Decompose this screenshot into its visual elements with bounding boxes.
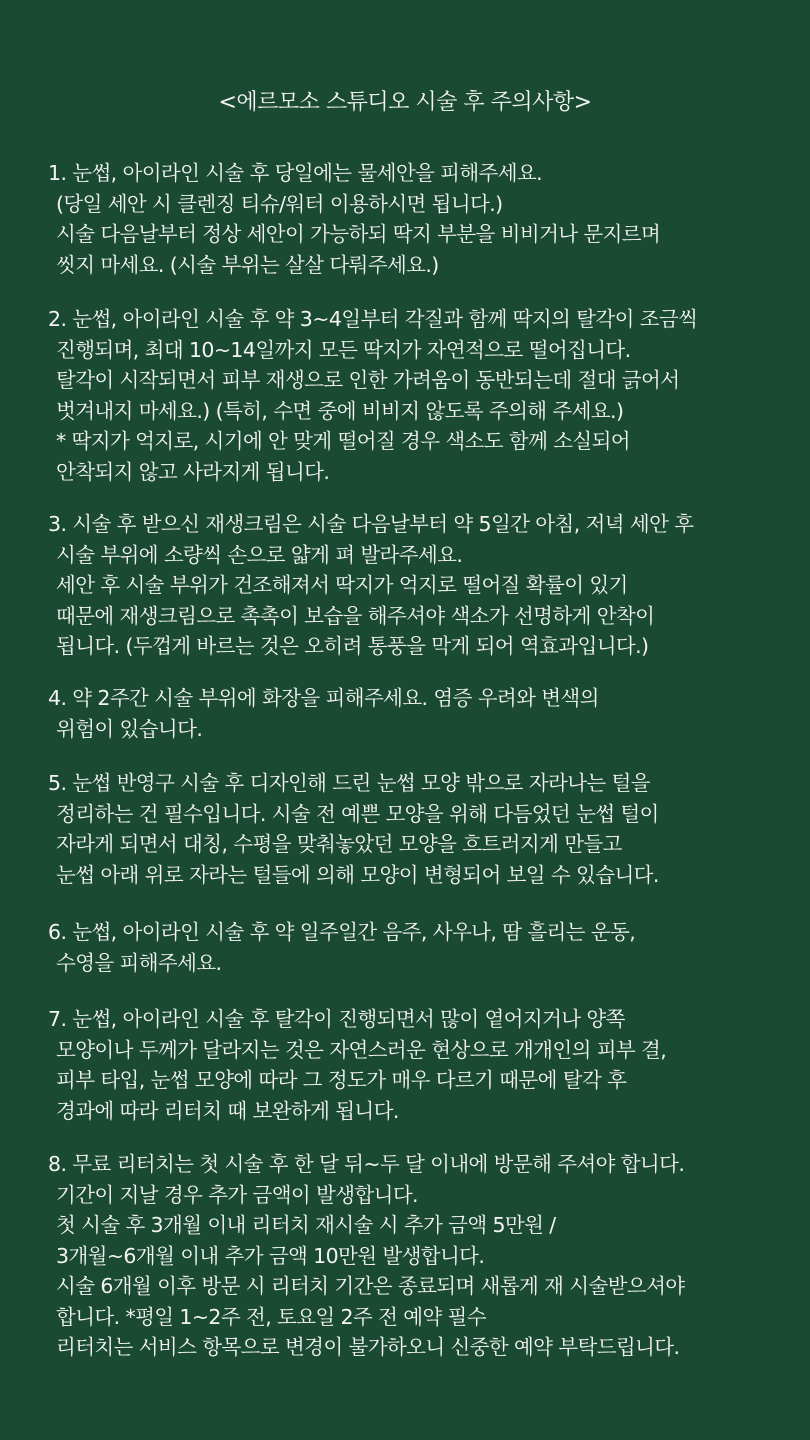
notice-line: 됩니다. (두껍게 바르는 것은 오히려 통풍을 막게 되어 역효과입니다.) — [56, 634, 649, 658]
notice-line: 시술 다음날부터 정상 세안이 가능하되 딱지 부분을 비비거나 문지르며 — [56, 222, 661, 246]
notice-line: 시술 부위에 소량씩 손으로 얇게 펴 발라주세요. — [56, 542, 463, 567]
notice-line: 씻지 마세요. (시술 부위는 살살 다뤄주세요.) — [56, 252, 439, 277]
notice-item-3 — [48, 509, 788, 662]
notice-line: 진행되며, 최대 10~14일까지 모든 딱지가 자연적으로 떨어집니다. — [56, 337, 631, 362]
notice-line: 안착되지 않고 사라지게 됩니다. — [56, 459, 330, 484]
notice-line: 리터치는 서비스 항목으로 변경이 불가하오니 신중한 예약 부탁드립니다. — [56, 1335, 680, 1359]
notice-line: 때문에 재생크림으로 촉촉이 보습을 해주셔야 색소가 선명하게 안착이 — [56, 603, 655, 628]
page-title: <에르모소 스튜디오 시술 후 주의사항> — [218, 90, 592, 115]
notice-line: 수영을 피해주세요. — [56, 950, 222, 975]
notice-line: 모양이나 두께가 달라지는 것은 자연스러운 현상으로 개개인의 피부 결, — [56, 1037, 667, 1062]
notice-line: 기간이 지날 경우 추가 금액이 발생합니다. — [56, 1182, 418, 1207]
notice-item-6 — [48, 917, 788, 978]
notice-line: 3. 시술 후 받으신 재생크림은 시술 다음날부터 약 5일간 아침, 저녁 세안 후 — [48, 512, 694, 536]
notice-line: 피부 타입, 눈썹 모양에 따라 그 정도가 매우 다르기 때문에 탈각 후 — [56, 1068, 627, 1092]
notice-line: 세안 후 시술 부위가 건조해져서 딱지가 억지로 떨어질 확률이 있기 — [56, 573, 628, 597]
notice-item-2 — [48, 304, 788, 487]
notice-line: 첫 시술 후 3개월 이내 리터치 재시술 시 추가 금액 5만원 / — [56, 1213, 556, 1237]
notice-item-4 — [48, 683, 788, 744]
notice-line: 8. 무료 리터치는 첫 시술 후 한 달 뒤~두 달 이내에 방문해 주셔야 합니다. — [48, 1152, 685, 1176]
notice-line: 3개월~6개월 이내 추가 금액 10만원 발생합니다. — [56, 1243, 485, 1268]
notice-line: (당일 세안 시 클렌징 티슈/워터 이용하시면 됩니다.) — [56, 191, 503, 216]
notice-line: 위험이 있습니다. — [56, 716, 203, 741]
notice-line: 6. 눈썹, 아이라인 시술 후 약 일주일간 음주, 사우나, 땀 흘리는 운동, — [48, 920, 636, 944]
notice-line: 벗겨내지 마세요.) (특히, 수면 중에 비비지 않도록 주의해 주세요.) — [56, 398, 624, 423]
notice-line: 시술 6개월 이후 방문 시 리터치 기간은 종료되며 새롭게 재 시술받으셔야 — [56, 1274, 685, 1298]
notice-line: * 딱지가 억지로, 시기에 안 맞게 떨어질 경우 색소도 함께 소실되어 — [56, 429, 631, 453]
notice-item-1 — [48, 158, 788, 280]
notice-line: 눈썹 아래 위로 자라는 털들에 의해 모양이 변형되어 보일 수 있습니다. — [56, 862, 659, 887]
notice-line: 합니다. *평일 1~2주 전, 토요일 2주 전 예약 필수 — [56, 1304, 486, 1329]
notice-item-8 — [48, 1149, 788, 1363]
notice-line: 7. 눈썹, 아이라인 시술 후 탈각이 진행되면서 많이 옅어지거나 양쪽 — [48, 1007, 625, 1031]
notice-line: 4. 약 2주간 시술 부위에 화장을 피해주세요. 염증 우려와 변색의 — [48, 686, 599, 710]
notice-line: 1. 눈썹, 아이라인 시술 후 당일에는 물세안을 피해주세요. — [48, 161, 543, 185]
notice-item-5 — [48, 768, 788, 890]
notice-line: 경과에 따라 리터치 때 보완하게 됩니다. — [56, 1098, 399, 1123]
notice-line: 탈각이 시작되면서 피부 재생으로 인한 가려움이 동반되는데 절대 긁어서 — [56, 368, 680, 392]
notice-item-7 — [48, 1004, 788, 1126]
notice-line: 2. 눈썹, 아이라인 시술 후 약 3~4일부터 각질과 함께 딱지의 탈각이 조금씩 — [48, 307, 698, 331]
notice-line: 자라게 되면서 대칭, 수평을 맞춰놓았던 모양을 흐트러지게 만들고 — [56, 832, 622, 856]
notice-line: 5. 눈썹 반영구 시술 후 디자인해 드린 눈썹 모양 밖으로 자라나는 털을 — [48, 771, 650, 795]
notice-line: 정리하는 건 필수입니다. 시술 전 예쁜 모양을 위해 다듬었던 눈썹 털이 — [56, 801, 659, 826]
